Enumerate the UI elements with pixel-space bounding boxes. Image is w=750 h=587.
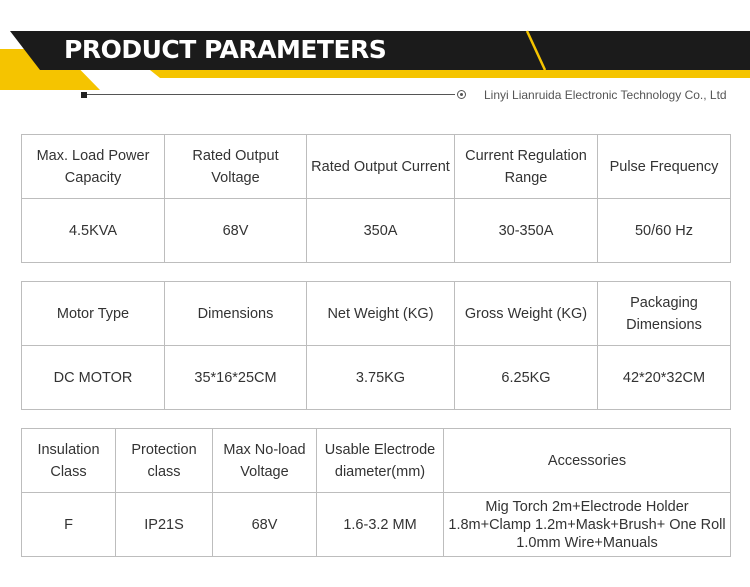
table-header-row <box>22 429 731 493</box>
table-header-row <box>22 282 731 346</box>
header-cell-max-no-load-voltage: Max No-load Voltage <box>213 429 317 493</box>
rule-circle-marker <box>457 90 466 99</box>
value-cell-max-load-power: 4.5KVA <box>22 199 165 263</box>
table-row <box>22 346 731 410</box>
value-cell-packaging-dimensions: 42*20*32CM <box>598 346 731 410</box>
value-cell-insulation-class: F <box>22 493 116 557</box>
header-cell-max-load-power: Max. Load Power Capacity <box>22 135 165 199</box>
value-cell-protection-class: IP21S <box>116 493 213 557</box>
spec-table-electrical <box>21 428 731 557</box>
value-cell-net-weight: 3.75KG <box>307 346 455 410</box>
header-cell-current-regulation-range: Current Regulation Range <box>455 135 598 199</box>
header-cell-protection-class: Protection class <box>116 429 213 493</box>
table-row <box>22 493 731 557</box>
spec-table-physical <box>21 281 731 410</box>
spec-table-power <box>21 134 731 263</box>
page-title: PRODUCT PARAMETERS <box>64 35 387 64</box>
rule-square-marker <box>81 92 87 98</box>
header-cell-net-weight: Net Weight (KG) <box>307 282 455 346</box>
table-header-row <box>22 135 731 199</box>
header-cell-rated-output-current: Rated Output Current <box>307 135 455 199</box>
header-cell-packaging-dimensions: Packaging Dimensions <box>598 282 731 346</box>
value-cell-rated-output-current: 350A <box>307 199 455 263</box>
value-cell-rated-output-voltage: 68V <box>165 199 307 263</box>
header-cell-rated-output-voltage: Rated Output Voltage <box>165 135 307 199</box>
value-cell-pulse-frequency: 50/60 Hz <box>598 199 731 263</box>
value-cell-accessories: Mig Torch 2m+Electrode Holder 1.8m+Clamp 1.2m+Mask+Brush+ One Roll 1.0mm Wire+Manuals <box>444 493 731 557</box>
value-cell-dimensions: 35*16*25CM <box>165 346 307 410</box>
header-cell-accessories: Accessories <box>444 429 731 493</box>
company-name: Linyi Lianruida Electronic Technology Co., Ltd <box>484 88 727 102</box>
banner-yellow-stripe <box>150 70 750 78</box>
header-cell-motor-type: Motor Type <box>22 282 165 346</box>
header-cell-dimensions: Dimensions <box>165 282 307 346</box>
value-cell-gross-weight: 6.25KG <box>455 346 598 410</box>
value-cell-max-no-load-voltage: 68V <box>213 493 317 557</box>
header-cell-insulation-class: Insulation Class <box>22 429 116 493</box>
header-banner <box>0 0 750 90</box>
header-cell-usable-electrode-diameter: Usable Electrode diameter(mm) <box>317 429 444 493</box>
value-cell-usable-electrode-diameter: 1.6-3.2 MM <box>317 493 444 557</box>
header-cell-pulse-frequency: Pulse Frequency <box>598 135 731 199</box>
header-cell-gross-weight: Gross Weight (KG) <box>455 282 598 346</box>
table-row <box>22 199 731 263</box>
divider-line <box>87 94 455 95</box>
value-cell-current-regulation-range: 30-350A <box>455 199 598 263</box>
value-cell-motor-type: DC MOTOR <box>22 346 165 410</box>
